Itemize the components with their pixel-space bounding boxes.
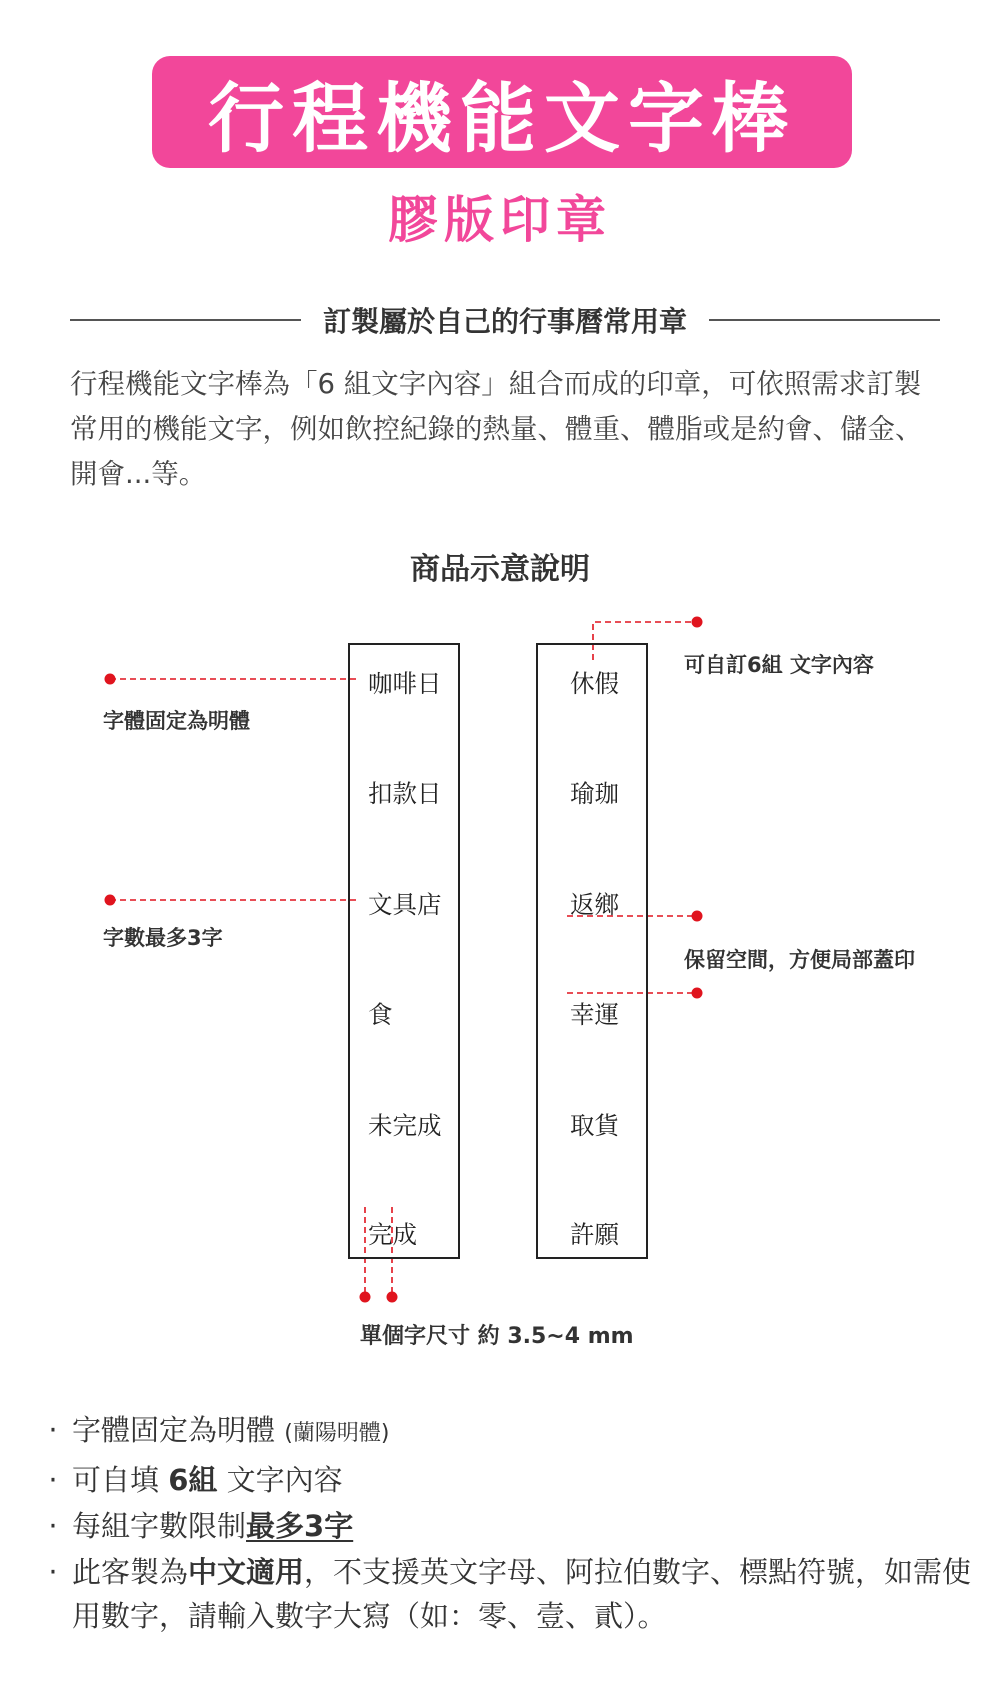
note-text: 此客製為 bbox=[72, 1555, 189, 1589]
marker-dot bbox=[105, 674, 116, 685]
marker-dot bbox=[105, 895, 116, 906]
diagram-title: 商品示意說明 bbox=[410, 552, 590, 587]
stamp-label: 完成 bbox=[368, 1220, 417, 1249]
stamp-label: 扣款日 bbox=[368, 779, 442, 808]
bullet-dot-icon: · bbox=[48, 1463, 58, 1497]
intro-paragraph: 行程機能文字棒為「6 組文字內容」組合而成的印章，可依照需求訂製常用的機能文字，例如飲控紀錄的熱量、體重、體脂或是約會、儲金、開會...等。 bbox=[70, 368, 923, 490]
marker-dot bbox=[360, 1292, 371, 1303]
stamp-label: 休假 bbox=[570, 669, 619, 698]
annotation-reserved-space: 保留空間，方便局部蓋印 bbox=[684, 948, 915, 972]
annotation-char-size: 單個字尺寸 約 3.5~4 mm bbox=[360, 1324, 634, 1349]
stamp-label: 幸運 bbox=[570, 1000, 619, 1029]
annotation-max-chars: 字數最多3字 bbox=[103, 926, 223, 950]
bullet-dot-icon: · bbox=[48, 1413, 58, 1447]
page-title: 行程機能文字棒 bbox=[208, 73, 796, 163]
note-emphasis: 6組 bbox=[168, 1463, 218, 1497]
stamp-right bbox=[536, 643, 648, 1259]
note-item bbox=[40, 1408, 980, 1456]
page-subtitle: 膠版印章 bbox=[388, 191, 612, 249]
note-text: 每組字數限制 bbox=[72, 1509, 247, 1543]
note-text: 文字內容 bbox=[226, 1463, 343, 1497]
stamp-label: 文具店 bbox=[368, 890, 442, 919]
note-font-name: (蘭陽明體) bbox=[284, 1421, 390, 1446]
bullet-dot-icon: · bbox=[48, 1555, 58, 1589]
stamp-left bbox=[348, 643, 460, 1259]
note-item bbox=[40, 1504, 980, 1548]
marker-dot bbox=[387, 1292, 398, 1303]
bullet-dot-icon: · bbox=[48, 1509, 58, 1543]
note-item bbox=[40, 1550, 980, 1638]
marker-dot bbox=[692, 988, 703, 999]
stamp-label: 咖啡日 bbox=[368, 669, 442, 698]
note-text: 字體固定為明體 bbox=[72, 1413, 276, 1447]
section-heading-text: 訂製屬於自己的行事曆常用章 bbox=[323, 305, 688, 338]
note-text: 可自填 bbox=[72, 1463, 160, 1497]
stamp-label: 取貨 bbox=[570, 1111, 619, 1140]
notes-list bbox=[40, 1408, 980, 1640]
stamp-label: 返鄉 bbox=[570, 890, 619, 919]
marker-dot bbox=[692, 911, 703, 922]
stamp-label: 未完成 bbox=[368, 1111, 442, 1140]
stamp-label: 食 bbox=[368, 1000, 393, 1029]
stamp-label: 瑜珈 bbox=[570, 779, 619, 808]
note-text: ，不支援英文字母、阿拉伯數字、標點符號，如需使用數字，請輸入數字大寫（如：零、壹、貳）。 bbox=[72, 1555, 972, 1633]
note-item bbox=[40, 1458, 980, 1502]
annotation-custom-groups: 可自訂6組 文字內容 bbox=[684, 653, 874, 677]
note-emphasis: 最多3字 bbox=[246, 1509, 354, 1543]
stamp-label: 許願 bbox=[570, 1220, 619, 1249]
annotation-font-fixed: 字體固定為明體 bbox=[103, 709, 250, 733]
marker-dot bbox=[692, 617, 703, 628]
note-emphasis: 中文適用 bbox=[188, 1555, 305, 1589]
